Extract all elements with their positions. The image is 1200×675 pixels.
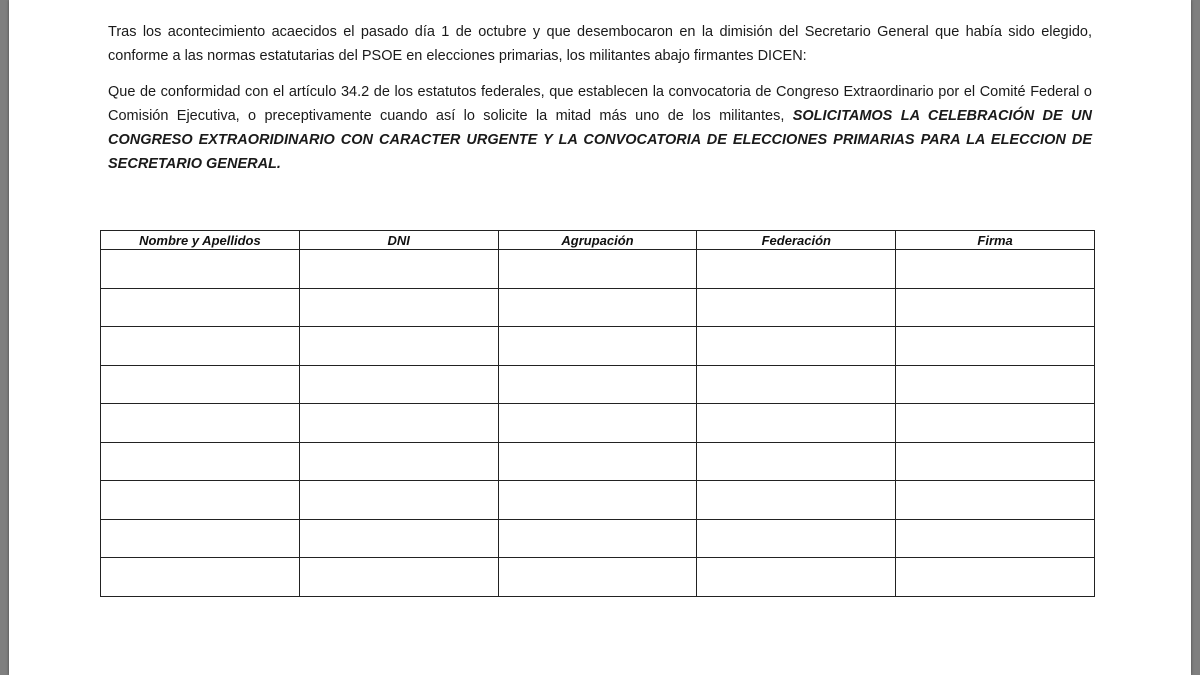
signature-cell — [697, 404, 896, 443]
signature-cell — [498, 288, 697, 327]
intro-paragraph-text: Tras los acontecimiento acaecidos el pasado día 1 de octubre y que desembocaron en la dimisión del Secretario General que había sido elegido, conforme a las normas estatutarias del PSOE en elecciones primarias, los militantes abajo firmantes DICEN: — [108, 24, 1092, 64]
column-header-federacion: Federación — [697, 231, 896, 250]
signature-cell — [299, 327, 498, 366]
column-header-firma: Firma — [896, 231, 1095, 250]
document-body — [98, 20, 1094, 176]
column-header-dni: DNI — [299, 231, 498, 250]
signature-cell — [896, 519, 1095, 558]
signature-cell — [896, 404, 1095, 443]
signature-cell — [498, 250, 697, 289]
signature-cell — [697, 442, 896, 481]
table-row — [101, 250, 1095, 289]
request-paragraph — [98, 80, 1094, 176]
signature-cell — [697, 288, 896, 327]
request-paragraph-text: Que de conformidad con el artículo 34.2 de los estatutos federales, que establecen la convocatoria de Congreso Extraordinario por el Comité Federal o Comisión Ejecutiva, o preceptivamente cuando así lo solicite la mitad más uno de los militantes, — [108, 84, 1092, 124]
signature-cell — [299, 442, 498, 481]
signature-cell — [896, 481, 1095, 520]
signature-cell — [896, 365, 1095, 404]
signature-cell — [498, 365, 697, 404]
column-header-nombre: Nombre y Apellidos — [101, 231, 300, 250]
signature-table — [100, 230, 1095, 597]
signature-cell — [101, 442, 300, 481]
signature-table-body — [101, 250, 1095, 597]
signature-cell — [697, 327, 896, 366]
signature-cell — [101, 519, 300, 558]
table-row — [101, 442, 1095, 481]
signature-cell — [299, 365, 498, 404]
table-row — [101, 327, 1095, 366]
signature-cell — [498, 327, 697, 366]
signature-cell — [101, 327, 300, 366]
signature-cell — [498, 481, 697, 520]
signature-cell — [101, 481, 300, 520]
signature-cell — [896, 250, 1095, 289]
table-row — [101, 519, 1095, 558]
signature-cell — [498, 558, 697, 597]
table-row — [101, 288, 1095, 327]
signature-cell — [299, 519, 498, 558]
table-row — [101, 404, 1095, 443]
signature-cell — [697, 250, 896, 289]
signature-cell — [697, 519, 896, 558]
table-row — [101, 481, 1095, 520]
signature-cell — [101, 250, 300, 289]
request-paragraph-emphasis: SOLICITAMOS LA CELEBRACIÓN DE UN CONGRESO EXTRAORIDINARIO CON CARACTER URGENTE Y LA CONVOCATORIA DE ELECCIONES PRIMARIAS PARA LA ELECCION DE SECRETARIO GENERAL. — [108, 108, 1092, 172]
signature-cell — [299, 558, 498, 597]
intro-paragraph — [98, 20, 1094, 68]
table-row — [101, 365, 1095, 404]
signature-cell — [896, 327, 1095, 366]
signature-cell — [896, 288, 1095, 327]
signature-cell — [498, 442, 697, 481]
column-header-agrupacion: Agrupación — [498, 231, 697, 250]
signature-cell — [101, 558, 300, 597]
table-row — [101, 558, 1095, 597]
signature-cell — [697, 481, 896, 520]
signature-cell — [498, 404, 697, 443]
signature-cell — [697, 558, 896, 597]
signature-cell — [101, 288, 300, 327]
signature-cell — [299, 404, 498, 443]
signature-cell — [101, 365, 300, 404]
signature-cell — [896, 442, 1095, 481]
signature-cell — [498, 519, 697, 558]
signature-cell — [697, 365, 896, 404]
signature-cell — [299, 288, 498, 327]
signature-cell — [896, 558, 1095, 597]
signature-table-header — [101, 231, 1095, 250]
signature-cell — [299, 481, 498, 520]
signature-cell — [299, 250, 498, 289]
signature-cell — [101, 404, 300, 443]
